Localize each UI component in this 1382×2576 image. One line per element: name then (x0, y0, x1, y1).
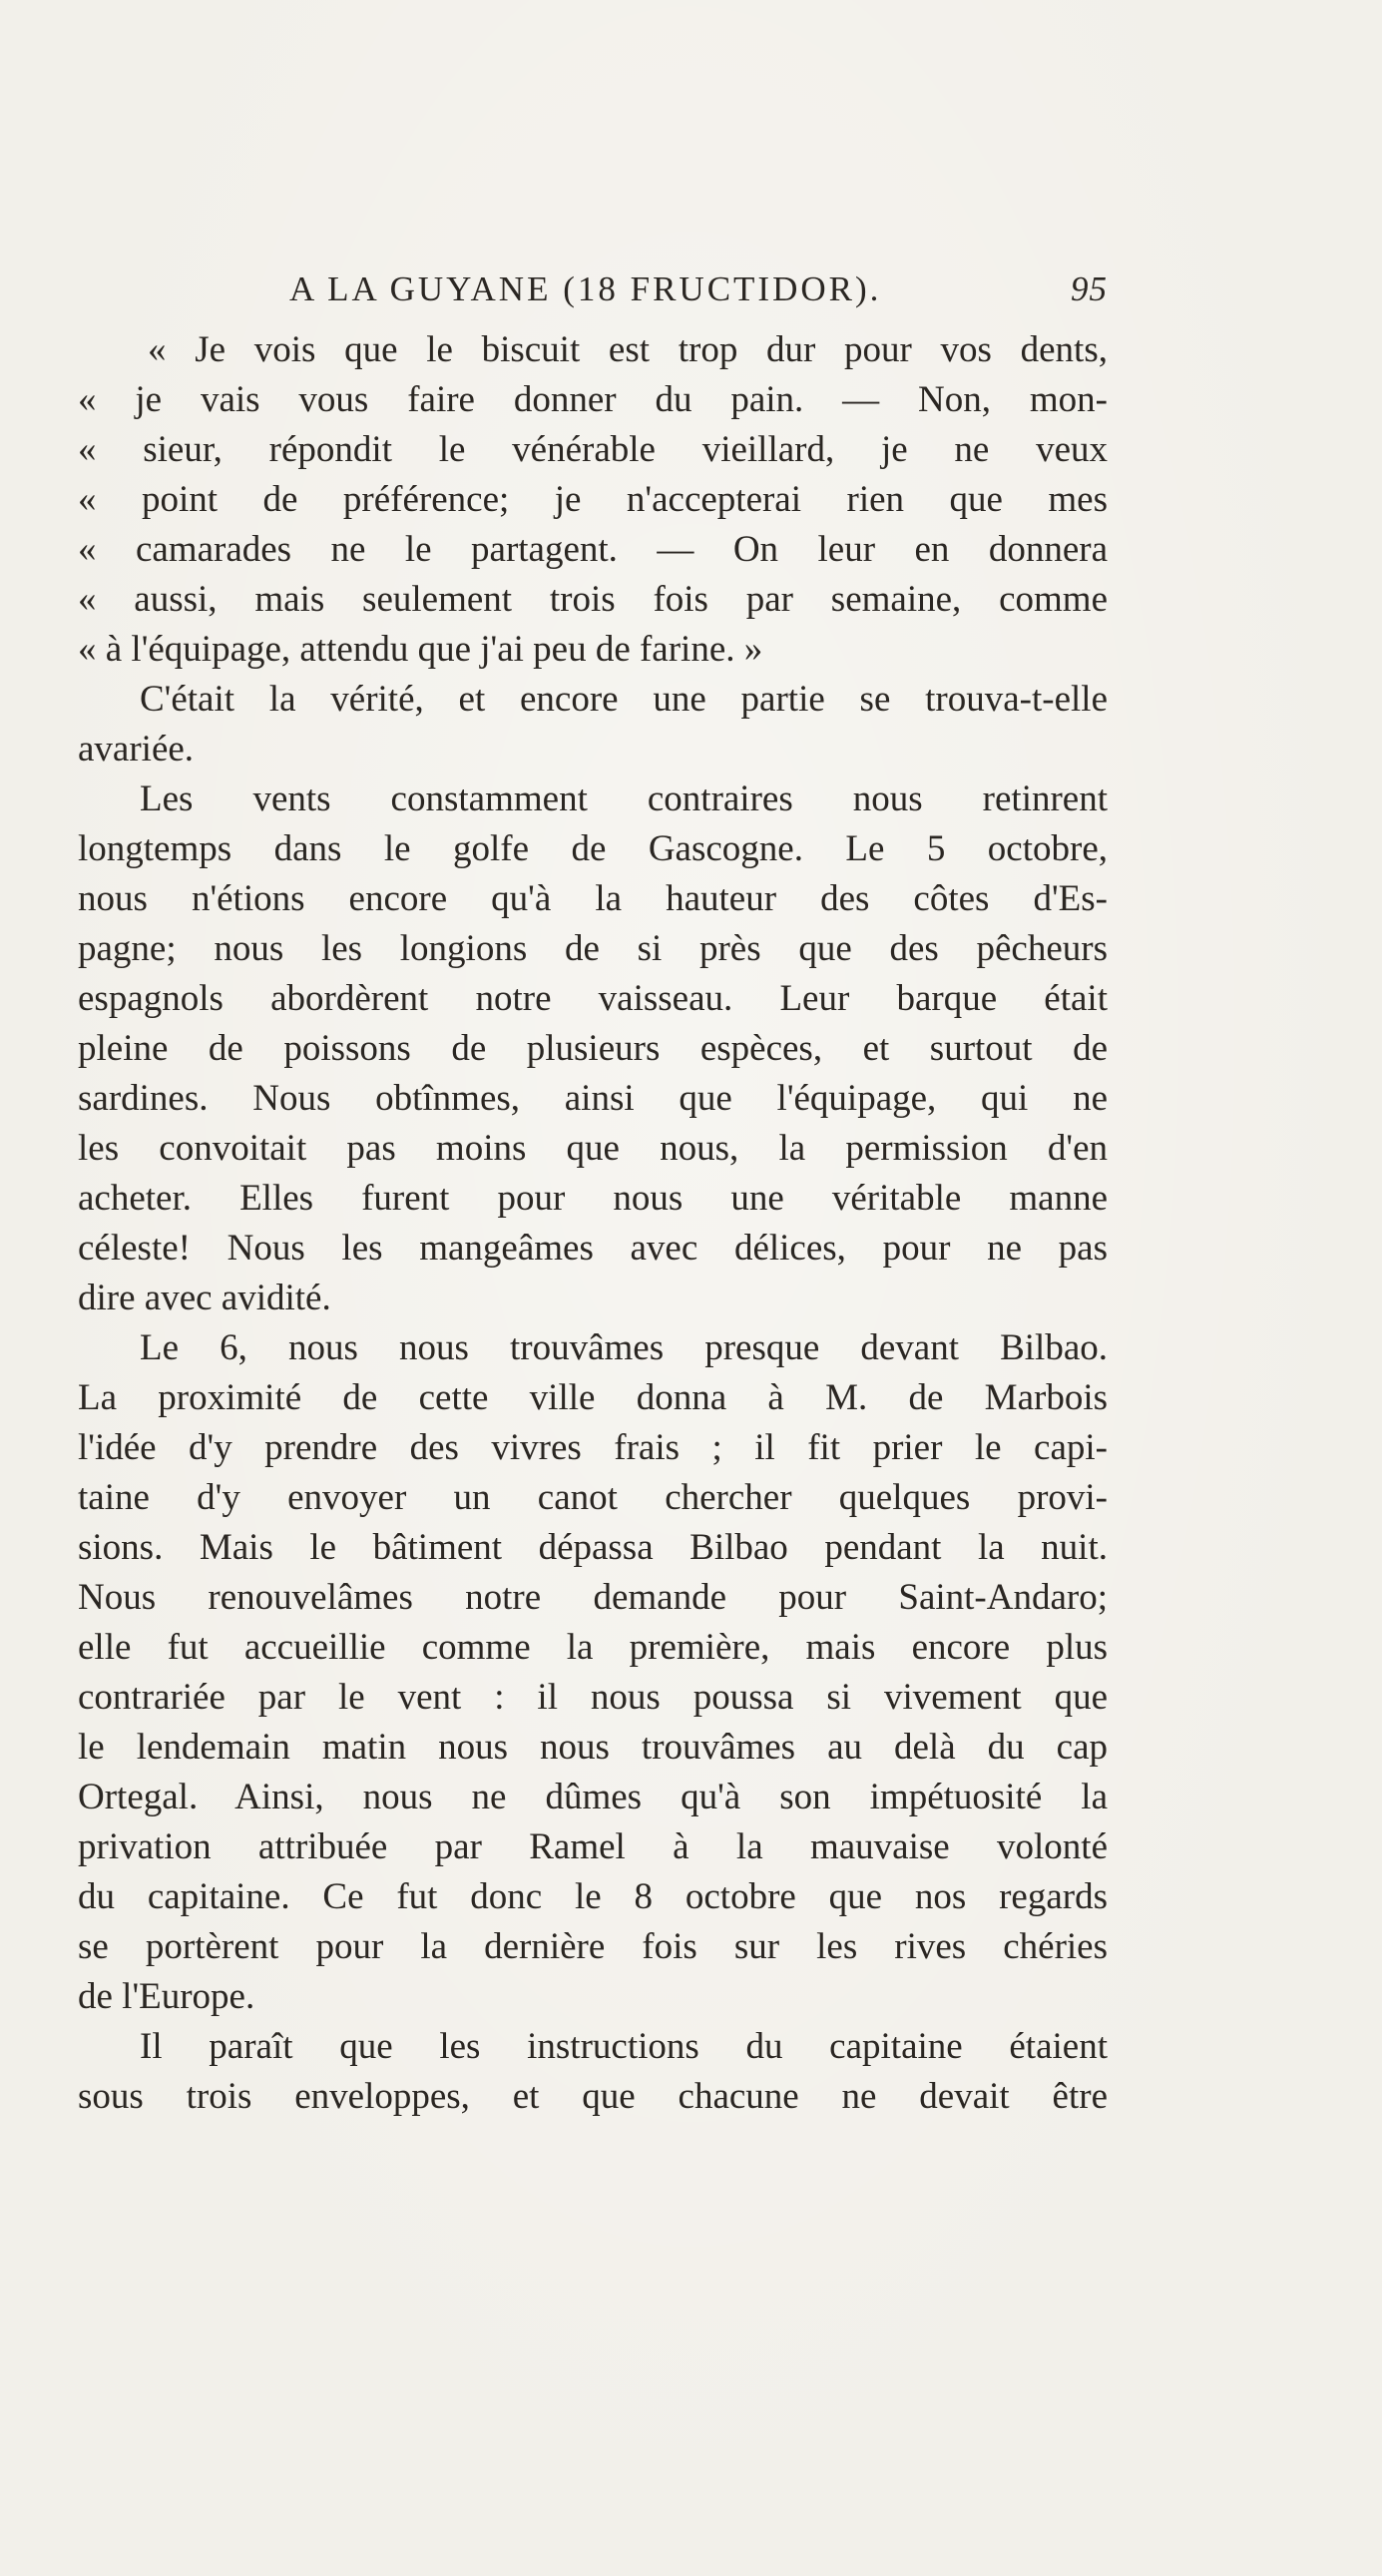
text-line: le lendemain matin nous nous trouvâmes au delà du cap (78, 1727, 1108, 1768)
text-line: « point de préférence; je n'accepterai rien que mes (78, 479, 1108, 520)
text-line: « à l'équipage, attendu que j'ai peu de farine. » (78, 629, 763, 670)
text-line: Nous renouvelâmes notre demande pour Saint-Andaro; (78, 1577, 1108, 1618)
text-line: elle fut accueillie comme la première, mais encore plus (78, 1627, 1108, 1668)
text-line: sions. Mais le bâtiment dépassa Bilbao pendant la nuit. (78, 1527, 1108, 1568)
text-line: Ortegal. Ainsi, nous ne dûmes qu'à son impétuosité la (78, 1777, 1108, 1817)
text-line: acheter. Elles furent pour nous une véritable manne (78, 1178, 1108, 1219)
text-line: Il paraît que les instructions du capitaine étaient (140, 2026, 1108, 2067)
text-line: La proximité de cette ville donna à M. de Marbois (78, 1377, 1108, 1418)
text-line: de l'Europe. (78, 1976, 255, 2017)
text-line: « aussi, mais seulement trois fois par semaine, comme (78, 579, 1108, 620)
text-line: se portèrent pour la dernière fois sur les rives chéries (78, 1926, 1108, 1967)
text-line: privation attribuée par Ramel à la mauvaise volonté (78, 1826, 1108, 1867)
text-line: « Je vois que le biscuit est trop dur pour vos dents, (148, 329, 1108, 370)
text-line: « camarades ne le partagent. — On leur en donnera (78, 529, 1108, 570)
text-line: du capitaine. Ce fut donc le 8 octobre que nos regards (78, 1876, 1108, 1917)
text-line: contrariée par le vent : il nous poussa si vivement que (78, 1677, 1108, 1718)
running-title: A LA GUYANE (18 FRUCTIDOR). (289, 269, 882, 308)
text-line: dire avec avidité. (78, 1278, 331, 1318)
text-line: céleste! Nous les mangeâmes avec délices, pour ne pas (78, 1228, 1108, 1269)
text-line: Le 6, nous nous trouvâmes presque devant Bilbao. (140, 1327, 1108, 1368)
text-line: C'était la vérité, et encore une partie se trouva-t-elle (140, 679, 1108, 720)
text-line: l'idée d'y prendre des vivres frais ; il fit prier le capi- (78, 1427, 1108, 1468)
running-head (78, 269, 1108, 325)
text-line: avariée. (78, 729, 195, 770)
text-line: longtemps dans le golfe de Gascogne. Le 5 octobre, (78, 828, 1108, 869)
text-line: pagne; nous les longions de si près que des pêcheurs (78, 928, 1108, 969)
text-block (78, 269, 1108, 2122)
page-number: 95 (1071, 269, 1108, 308)
text-line: « je vais vous faire donner du pain. — Non, mon- (78, 379, 1108, 420)
text-line: espagnols abordèrent notre vaisseau. Leur barque était (78, 978, 1108, 1019)
text-line: sous trois enveloppes, et que chacune ne devait être (78, 2076, 1108, 2117)
text-line: nous n'étions encore qu'à la hauteur des côtes d'Es- (78, 878, 1108, 919)
text-line: pleine de poissons de plusieurs espèces, et surtout de (78, 1028, 1108, 1069)
text-line: Les vents constamment contraires nous retinrent (140, 778, 1108, 819)
text-line: « sieur, répondit le vénérable vieillard, je ne veux (78, 429, 1108, 470)
text-line: sardines. Nous obtînmes, ainsi que l'équipage, qui ne (78, 1078, 1108, 1119)
text-line: les convoitait pas moins que nous, la permission d'en (78, 1128, 1108, 1169)
text-line: taine d'y envoyer un canot chercher quelques provi- (78, 1477, 1108, 1518)
